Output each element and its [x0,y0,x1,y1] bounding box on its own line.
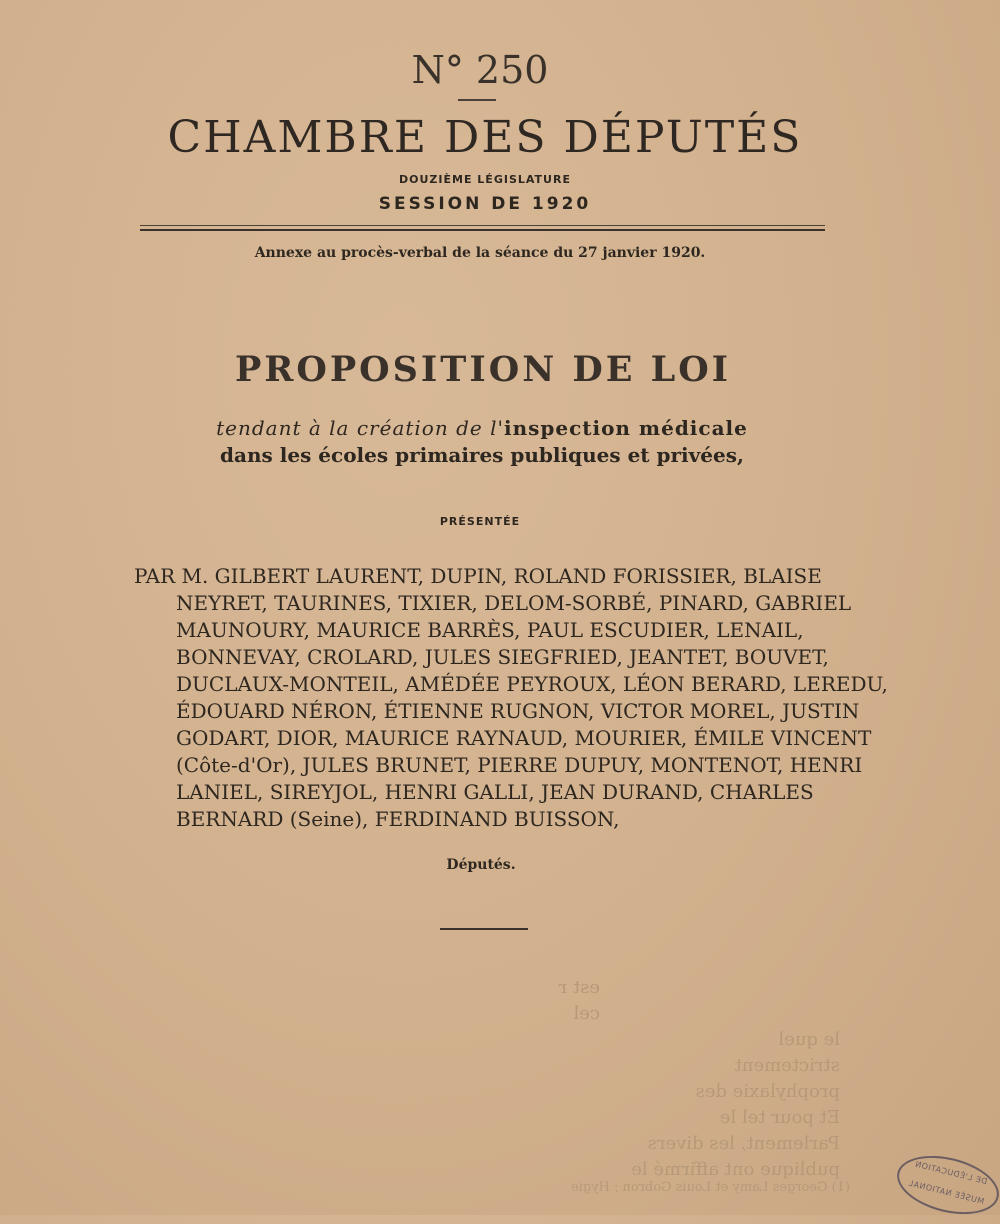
bleed-line: Parlement, les divers [647,1133,840,1154]
subtitle-tendant: tendant à la création de l' [216,416,504,440]
subtitle-line-1 [0,416,982,440]
authors-line: ÉDOUARD NÉRON, ÉTIENNE RUGNON, VICTOR MOREL, JUSTIN [176,699,860,723]
proposition-title: PROPOSITION DE LOI [234,349,732,390]
header-rule-thick [140,229,825,231]
authors-line: (Côte-d'Or), JULES BRUNET, PIERRE DUPUY, MONTENOT, HENRI [176,753,863,777]
stamp-line: DE L'ÉDUCATION [913,1159,989,1187]
bleed-through-footnote: (1) Georges Lamy et Louis Gobron ; Hygie [571,1180,850,1195]
authors-line: BERNARD (Seine), FERDINAND BUISSON, [176,807,620,831]
bleed-line: publique ont affirmé le [631,1159,840,1180]
authors-list [134,563,888,833]
presentee-label: PRÉSENTÉE [439,515,521,528]
bleed-line: strictement [734,1055,840,1076]
annexe-line: Annexe au procès-verbal de la séance du 27 janvier 1920. [254,245,706,261]
authors-line: PAR M. GILBERT LAURENT, DUPIN, ROLAND FORISSIER, BLAISE [134,564,822,588]
chamber-title: CHAMBRE DES DÉPUTÉS [167,112,803,163]
authors-line: BONNEVAY, CROLARD, JULES SIEGFRIED, JEANTET, BOUVET, [176,645,829,669]
bleed-line: prophylaxie des [695,1081,840,1102]
document-number: N° 250 [411,48,549,92]
subtitle-inspection: inspection médicale [503,416,748,440]
closing-rule [440,928,528,930]
bleed-line: est r cel [558,977,600,1024]
session-label: SESSION DE 1920 [378,194,592,214]
bleed-line: le quel [778,1029,840,1050]
deputes-label: Députés. [446,857,516,873]
authors-line: MAUNOURY, MAURICE BARRÈS, PAUL ESCUDIER, LENAIL, [176,618,804,642]
authors-line: GODART, DIOR, MAURICE RAYNAUD, MOURIER, ÉMILE VINCENT [176,726,872,750]
bleed-through-text [540,975,840,1183]
number-underline [458,99,496,101]
authors-line: LANIEL, SIREYJOL, HENRI GALLI, JEAN DURAND, CHARLES [176,780,814,804]
stamp-line: MUSÉE NATIONAL [907,1178,986,1207]
bleed-line: Et pour tel le [719,1107,840,1128]
subtitle-line-2: dans les écoles primaires publiques et privées, [220,443,744,467]
museum-stamp [891,1146,1000,1224]
legislature-label: DOUZIÈME LÉGISLATURE [399,173,571,186]
authors-line: NEYRET, TAURINES, TIXIER, DELOM-SORBÉ, PINARD, GABRIEL [176,591,852,615]
authors-line: DUCLAUX-MONTEIL, AMÉDÉE PEYROUX, LÉON BERARD, LEREDU, [176,672,888,696]
header-rule-thin [140,225,825,226]
